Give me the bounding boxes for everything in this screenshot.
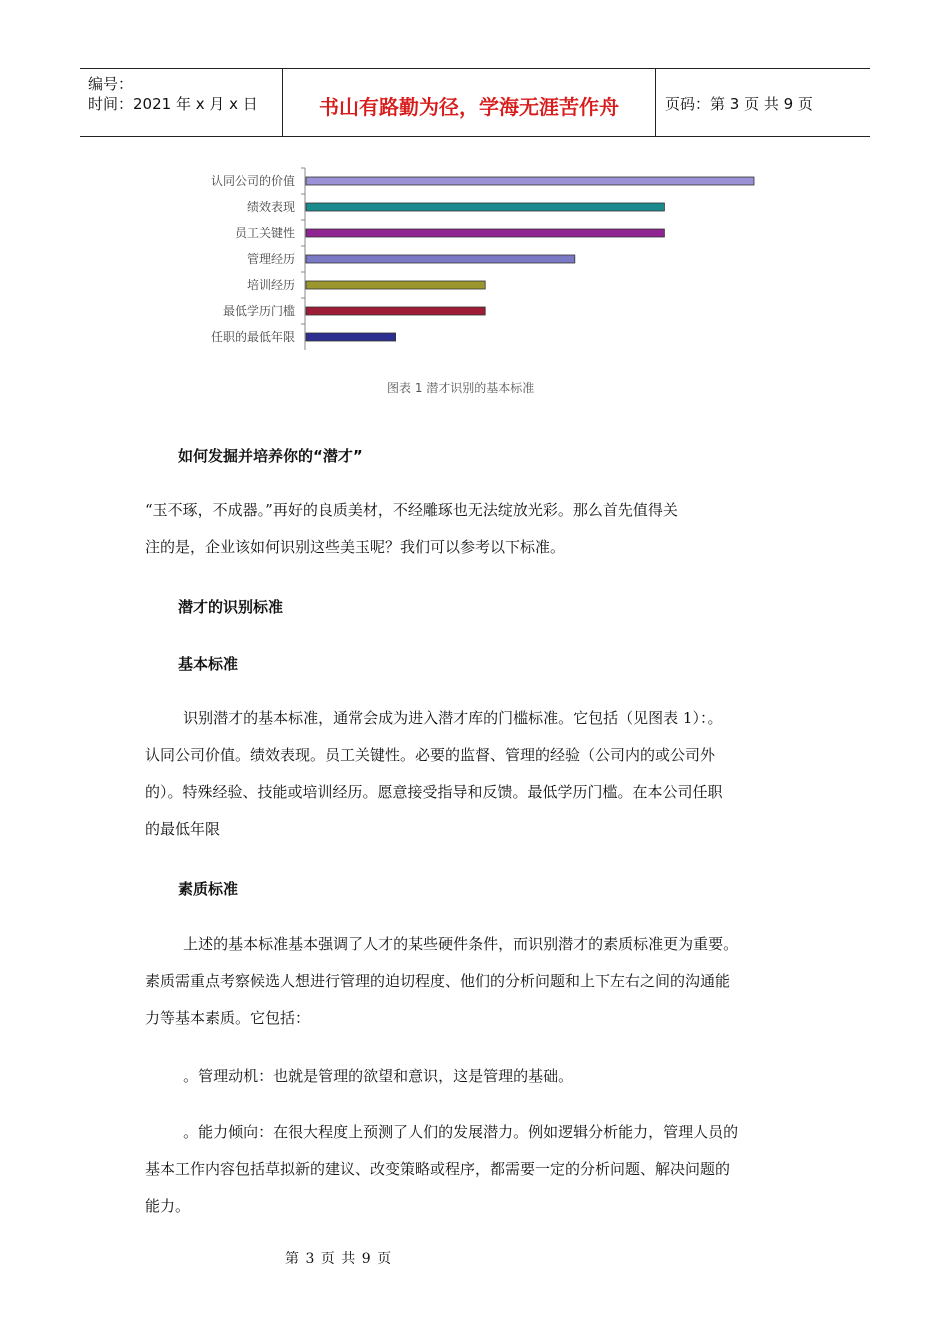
paragraph-intro [145, 492, 805, 566]
header-page-number: 页码：第 3 页 共 9 页 [665, 95, 813, 113]
paragraph-line: 。能力倾向：在很大程度上预测了人们的发展潜力。例如逻辑分析能力，管理人员的 [145, 1123, 739, 1141]
header-motto-cell [282, 69, 656, 136]
section-heading-discover: 如何发掘并培养你的“潜才” [178, 447, 363, 465]
paragraph-line: 注的是，企业该如何识别这些美玉呢？我们可以参考以下标准。 [145, 538, 566, 556]
paragraph-quality-criteria [145, 926, 805, 1037]
page-header [80, 68, 870, 137]
chart-category-label: 员工关键性 [234, 226, 295, 240]
paragraph-line: 认同公司价值。绩效表现。员工关键性。必要的监督、管理的经验（公司内的或公司外 [145, 746, 716, 764]
paragraph-ability-tendency [145, 1114, 805, 1225]
chart-bar [306, 307, 485, 315]
section-heading-criteria: 潜才的识别标准 [178, 598, 284, 616]
chart-bar [306, 177, 754, 185]
paragraph-line: “玉不琢，不成器。”再好的良质美材，不经雕琢也无法绽放光彩。那么首先值得关 [145, 501, 678, 519]
chart-category-label: 任职的最低年限 [210, 330, 295, 344]
chart-svg [185, 160, 775, 400]
paragraph-line: 。管理动机：也就是管理的欲望和意识，这是管理的基础。 [145, 1067, 574, 1085]
chart-category-label: 最低学历门槛 [222, 304, 295, 318]
document-number-label: 编号： [88, 75, 134, 93]
page-footer: 第 3 页 共 9 页 [285, 1251, 393, 1267]
chart-bar [306, 203, 664, 211]
paragraph-line: 能力。 [145, 1197, 191, 1215]
header-page-cell [655, 69, 870, 136]
header-meta-cell [80, 69, 280, 136]
chart-category-label: 培训经历 [246, 278, 295, 292]
chart-category-label: 认同公司的价值 [210, 174, 295, 188]
document-time-label: 时间：2021 年 x 月 x 日 [88, 95, 258, 113]
paragraph-management-motivation [145, 1058, 805, 1095]
paragraph-line: 上述的基本标准基本强调了人才的某些硬件条件，而识别潜才的素质标准更为重要。 [145, 935, 739, 953]
criteria-bar-chart [185, 160, 775, 400]
chart-bar [306, 255, 575, 263]
paragraph-line: 力等基本素质。它包括： [145, 1009, 311, 1027]
chart-bar [306, 229, 664, 237]
paragraph-line: 基本工作内容包括草拟新的建议、改变策略或程序，都需要一定的分析问题、解决问题的 [145, 1160, 731, 1178]
paragraph-basic-criteria [145, 700, 805, 848]
chart-category-label: 绩效表现 [246, 200, 295, 214]
paragraph-line: 的最低年限 [145, 820, 221, 838]
chart-bar [306, 281, 485, 289]
paragraph-line: 素质需重点考察候选人想进行管理的迫切程度、他们的分析问题和上下左右之间的沟通能 [145, 972, 731, 990]
chart-caption: 图表 1 潜才识别的基本标准 [387, 381, 535, 395]
paragraph-line: 识别潜才的基本标准，通常会成为进入潜才库的门槛标准。它包括（见图表 1）：。 [145, 709, 723, 727]
chart-bar [306, 333, 396, 341]
header-motto: 书山有路勤为径，学海无涯苦作舟 [319, 95, 619, 119]
paragraph-line: 的）。特殊经验、技能或培训经历。愿意接受指导和反馈。最低学历门槛。在本公司任职 [145, 783, 723, 801]
chart-category-label: 管理经历 [246, 252, 295, 266]
section-heading-quality: 素质标准 [178, 880, 239, 898]
section-heading-basic: 基本标准 [178, 655, 239, 673]
